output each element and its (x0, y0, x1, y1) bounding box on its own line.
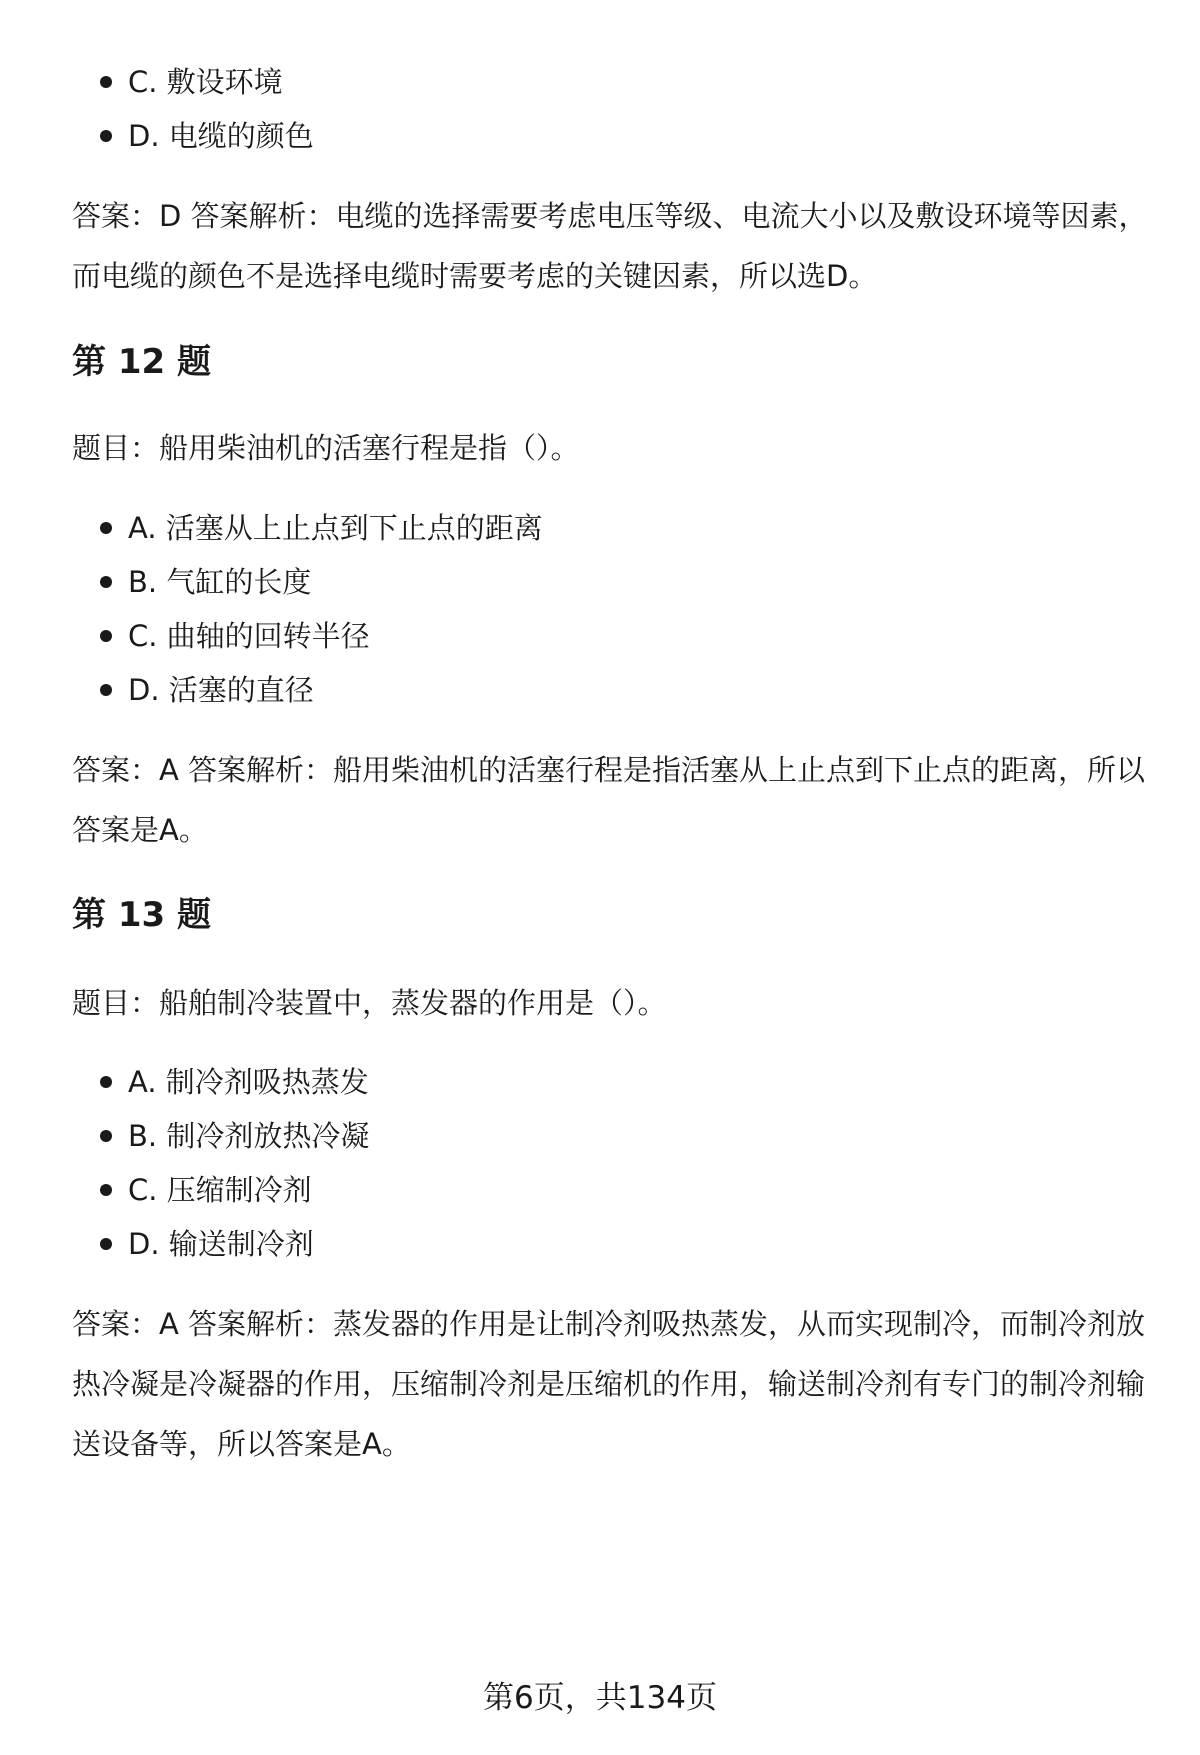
q11-answer: 答案：D 答案解析：电缆的选择需要考虑电压等级、电流大小以及敷设环境等因素，而电缆的颜色不是选择电缆时需要考虑的关键因素，所以选D。 (72, 199, 1148, 293)
q11-option-d: D. 电缆的颜色 (128, 116, 314, 156)
q13-answer: 答案：A 答案解析：蒸发器的作用是让制冷剂吸热蒸发，从而实现制冷，而制冷剂放热冷凝是冷凝器的作用，压缩制冷剂是压缩机的作用，输送制冷剂有专门的制冷剂输送设备等，所以答案是A。 (72, 1307, 1146, 1461)
q13-option-b: B. 制冷剂放热冷凝 (128, 1116, 369, 1156)
q12-answer: 答案：A 答案解析：船用柴油机的活塞行程是指活塞从上止点到下止点的距离，所以答案是A。 (72, 753, 1146, 847)
q12-option-d: D. 活塞的直径 (128, 670, 314, 710)
page-indicator: 第6页，共134页 (483, 1680, 717, 1716)
q13-heading: 第 13 题 (72, 895, 211, 935)
q11-option-c: C. 敷设环境 (128, 62, 283, 102)
q13-option-c: C. 压缩制冷剂 (128, 1170, 312, 1210)
q12-heading: 第 12 题 (72, 342, 211, 382)
q13-option-d: D. 输送制冷剂 (128, 1224, 314, 1264)
q13-question: 题目：船舶制冷装置中，蒸发器的作用是（）。 (72, 986, 667, 1020)
q12-option-a: A. 活塞从上止点到下止点的距离 (128, 508, 543, 548)
q12-option-c: C. 曲轴的回转半径 (128, 616, 370, 656)
q12-option-b: B. 气缸的长度 (128, 562, 311, 602)
q13-option-a: A. 制冷剂吸热蒸发 (128, 1062, 369, 1102)
q12-question: 题目：船用柴油机的活塞行程是指（）。 (72, 431, 580, 465)
